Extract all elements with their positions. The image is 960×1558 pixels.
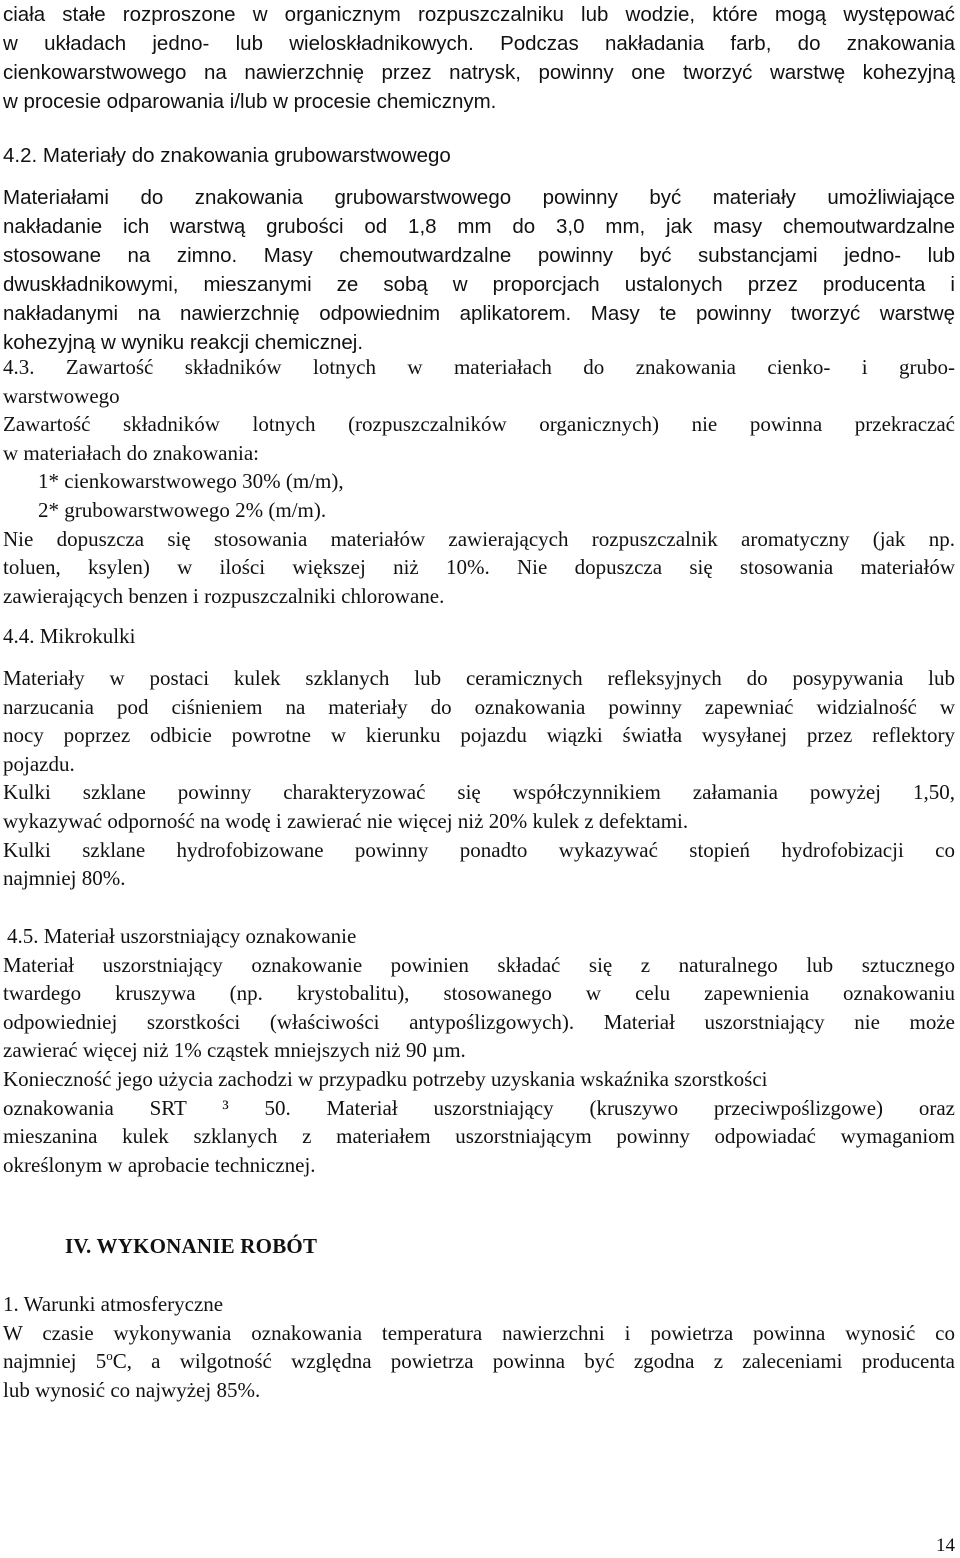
- section-4-2-paragraph: [3, 183, 955, 357]
- paragraph-line: najmniej 80%.: [3, 866, 126, 891]
- section-heading-4-3-cont: warstwowego: [3, 383, 120, 408]
- paragraph-line: Materiał uszorstniający oznakowanie powinien składać się z naturalnego lub sztucznego: [3, 952, 955, 977]
- paragraph-line: Kulki szklane powinny charakteryzować się współczynnikiem załamania powyżej 1,50,: [3, 780, 955, 805]
- section-heading-4-3: 4.3. Zawartość składników lotnych w materiałach do znakowania cienko- i grubo-: [3, 355, 955, 379]
- paragraph-line: w procesie odparowania i/lub w procesie chemicznym.: [3, 90, 497, 113]
- heading-text: 4.4. Mikrokulki: [3, 624, 136, 648]
- paragraph-line: stosowane na zimno. Masy chemoutwardzalne powinny być substancjami jedno- lub: [3, 244, 955, 267]
- paragraph-line: nakładanie ich warstwą grubości od 1,8 mm do 3,0 mm, jak masy chemoutwardzalne: [3, 215, 955, 238]
- list-item: 2* grubowarstwowego 2% (m/m).: [38, 497, 327, 522]
- paragraph-line: Materiałami do znakowania grubowarstwowego powinny być materiały umożliwiające: [3, 186, 955, 209]
- paragraph-line: określonym w aprobacie technicznej.: [3, 1152, 316, 1177]
- text-fragment: najmniej 5: [3, 1349, 107, 1374]
- paragraph-line: pojazdu.: [3, 751, 75, 776]
- paragraph-line: nocy poprzez odbicie powrotne w kierunku pojazdu wiązki światła wysyłanej przez reflektory: [3, 723, 955, 748]
- heading-text: 4.2. Materiały do znakowania grubowarstwowego: [3, 144, 451, 167]
- paragraph-line: mieszanina kulek szklanych z materiałem uszorstniającym powinny odpowiadać wymaganiom: [3, 1124, 955, 1149]
- paragraph-line: cienkowarstwowego na nawierzchnię przez natrysk, powinny one tworzyć warstwę kohezyjną: [3, 61, 955, 84]
- paragraph-line: lub wynosić co najwyżej 85%.: [3, 1377, 261, 1402]
- paragraph-line: zawierać więcej niż 1% cząstek mniejszych niż 90 µm.: [3, 1038, 466, 1063]
- paragraph-line: Materiały w postaci kulek szklanych lub ceramicznych refleksyjnych do posypywania lub: [3, 666, 955, 690]
- paragraph-line: ciała stałe rozproszone w organicznym rozpuszczalniku lub wodzie, które mogą występować: [3, 3, 955, 26]
- paragraph-line: odpowiedniej szorstkości (właściwości antypoślizgowych). Materiał uszorstniający nie może: [3, 1009, 955, 1034]
- section-4-4-body: [3, 664, 955, 893]
- paragraph-line: Zawartość składników lotnych (rozpuszczalników organicznych) nie powinna przekraczać: [3, 412, 955, 437]
- paragraph-line: twardego kruszywa (np. krystobalitu), stosowanego w celu zapewnienia oznakowaniu: [3, 981, 955, 1006]
- section-4-5: [3, 922, 955, 1179]
- top-paragraph: [3, 0, 955, 116]
- section-heading-4-5: 4.5. Materiał uszorstniający oznakowanie: [7, 924, 357, 948]
- section-heading-4-2: [3, 141, 955, 170]
- heading-text: IV. WYKONANIE ROBÓT: [65, 1234, 318, 1258]
- paragraph-line: Nie dopuszcza się stosowania materiałów zawierających rozpuszczalnik aromatyczny (jak np.: [3, 526, 955, 551]
- section-heading-4-4: [3, 622, 955, 651]
- paragraph-line: W czasie wykonywania oznakowania temperatura nawierzchni i powietrza powinna wynosić co: [3, 1320, 955, 1345]
- paragraph-line: nakładanymi na nawierzchnię odpowiednim aplikatorem. Masy te powinny tworzyć warstwę: [3, 302, 955, 325]
- paragraph-line: narzucania pod ciśnieniem na materiały do oznakowania powinny zapewniać widzialność w: [3, 694, 955, 719]
- paragraph-line: Konieczność jego użycia zachodzi w przypadku potrzeby uzyskania wskaźnika szorstkości: [3, 1066, 768, 1091]
- chapter-heading-iv: [65, 1232, 665, 1261]
- paragraph-line: oznakowania SRT ³ 50. Materiał uszorstniający (kruszywo przeciwpoślizgowe) oraz: [3, 1095, 955, 1120]
- list-item: 1* cienkowarstwowego 30% (m/m),: [38, 469, 344, 494]
- paragraph-line: [3, 1347, 955, 1376]
- section-4-3: [3, 353, 955, 610]
- paragraph-line: kohezyjną w wyniku reakcji chemicznej.: [3, 331, 364, 354]
- superscript-degree: o: [106, 1348, 113, 1364]
- section-heading-1: 1. Warunki atmosferyczne: [3, 1292, 224, 1316]
- paragraph-line: dwuskładnikowymi, mieszanymi ze sobą w proporcjach ustalonych przez producenta i: [3, 273, 955, 296]
- paragraph-line: w układach jedno- lub wieloskładnikowych. Podczas nakładania farb, do znakowania: [3, 32, 955, 55]
- paragraph-line: Kulki szklane hydrofobizowane powinny ponadto wykazywać stopień hydrofobizacji co: [3, 837, 955, 862]
- page-number: 14: [936, 1535, 955, 1556]
- paragraph-line: w materiałach do znakowania:: [3, 440, 259, 465]
- paragraph-line: wykazywać odporność na wodę i zawierać nie więcej niż 20% kulek z defektami.: [3, 808, 689, 833]
- paragraph-line: toluen, ksylen) w ilości większej niż 10%. Nie dopuszcza się stosowania materiałów: [3, 555, 955, 580]
- text-fragment: C, a wilgotność względna powietrza powinna być zgodna z zaleceniami producenta: [112, 1349, 955, 1374]
- section-1: [3, 1290, 955, 1404]
- paragraph-line: zawierających benzen i rozpuszczalniki chlorowane.: [3, 583, 445, 608]
